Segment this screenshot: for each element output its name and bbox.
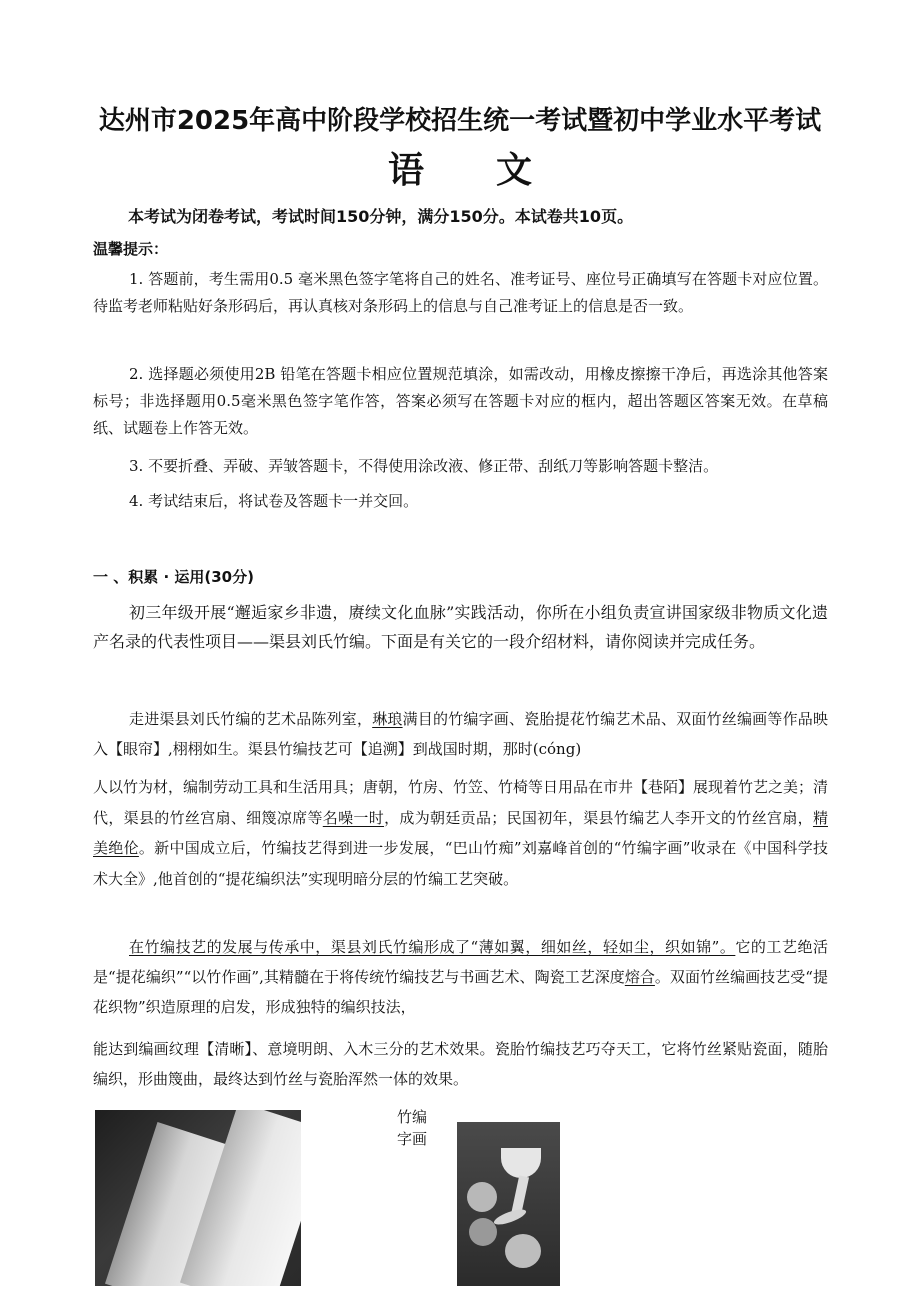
photo-caption: 竹编字画 (396, 1108, 427, 1148)
passage-text: 它的工艺绝活是“提花编织”“以竹作画”,其精髓在于将传统竹编技艺与书画艺术、陶瓷工艺深度 (93, 938, 828, 986)
exam-intro: 本考试为闭卷考试，考试时间150分钟，满分150分。本试卷共10页。 (128, 207, 634, 226)
passage-text: ，成为朝廷贡品；民国初年，渠县竹编艺人李开文的竹丝宫扇， (384, 808, 813, 827)
cup-shape (501, 1148, 541, 1178)
tip-item-3: 3. 不要折叠、弄破、弄皱答题卡，不得使用涂改液、修正带、刮纸刀等影响答题卡整洁。 (129, 457, 719, 475)
passage-paragraph-2 (93, 772, 828, 894)
passage-text: 。新中国成立后，竹编技艺得到进一步发展，“巴山竹痴”刘嘉峰首创的“竹编字画”收录在《中国科学技术大全》,他首创的“提花编织法”实现明暗分层的竹编工艺突破。 (93, 839, 828, 888)
disc-shape (467, 1182, 497, 1212)
passage-paragraph-1 (93, 704, 828, 764)
section-lead: 初三年级开展“邂逅家乡非遗，赓续文化血脉”实践活动，你所在小组负责宣讲国家级非物质文化遗产名录的代表性项目——渠县刘氏竹编。下面是有关它的一段介绍材料，请你阅读并完成任务。 (93, 603, 828, 651)
underlined-word: 名噪一时 (322, 808, 385, 827)
disc-shape (505, 1234, 541, 1268)
tip-item-4: 4. 考试结束后，将试卷及答题卡一并交回。 (129, 492, 419, 510)
disc-shape (469, 1218, 497, 1246)
passage-text: 。双面竹丝编画技艺受“提花织物”织造原理的启发，形成独特的编织技法， (93, 968, 828, 1016)
section-heading: 一 、积累 · 运用(30分) (93, 568, 254, 586)
passage-paragraph-3 (93, 932, 828, 1022)
subject-title: 语 文 (387, 150, 532, 191)
tips-label: 温馨提示： (93, 240, 169, 258)
underlined-word: 熔合 (624, 968, 655, 986)
passage-paragraph-4: 能达到编画纹理【清晰】、意境明朗、入木三分的艺术效果。瓷胎竹编技艺巧夺天工，它将竹丝紧贴瓷面，随胎编织，形曲篾曲，最终达到竹丝与瓷胎浑然一体的效果。 (93, 1040, 828, 1088)
bamboo-calligraphy-photo (95, 1110, 301, 1286)
passage-text: 人以竹为材，编制劳动工具和生活用具；唐朝，竹房、竹笠、竹椅等日用品在市井【巷陌】展现着竹艺之美；清代，渠县的竹丝宫扇、细篾凉席等 (93, 778, 829, 827)
underlined-word: 精美绝伦 (93, 808, 828, 857)
base-shape (492, 1206, 527, 1227)
tip-item-1: 1. 答题前，考生需用0.5 毫米黑色签字笔将自己的姓名、准考证号、座位号正确填写在答题卡对应位置。待监考老师粘贴好条形码后，再认真核对条形码上的信息与自己准考证上的信息是否一致。 (93, 270, 828, 315)
underlined-word: 琳琅 (372, 710, 403, 728)
porcelain-bamboo-cup-photo (457, 1122, 560, 1286)
exam-title: 达州市2025年高中阶段学校招生统一考试暨初中学业水平考试 (98, 106, 822, 136)
passage-text: 满目的竹编字画、瓷胎提花竹编艺术品、双面竹丝编画等作品映入【眼帘】,栩栩如生。渠县竹编技艺可【追溯】到战国时期，那时(cóng) (93, 710, 828, 758)
passage-text: 走进渠县刘氏竹编的艺术品陈列室， (129, 710, 373, 728)
tip-item-2: 2. 选择题必须使用2B 铅笔在答题卡相应位置规范填涂，如需改动，用橡皮擦擦干净后，再选涂其他答案标号；非选择题用0.5毫米黑色签字笔作答，答案必须写在答题卡对应的框内，超出答题区答案无效。在草稿纸、试题卷上作答无效。 (93, 365, 828, 437)
underlined-sentence: 在竹编技艺的发展与传承中，渠县刘氏竹编形成了“薄如翼，细如丝，轻如尘，织如锦”。 (129, 938, 736, 956)
